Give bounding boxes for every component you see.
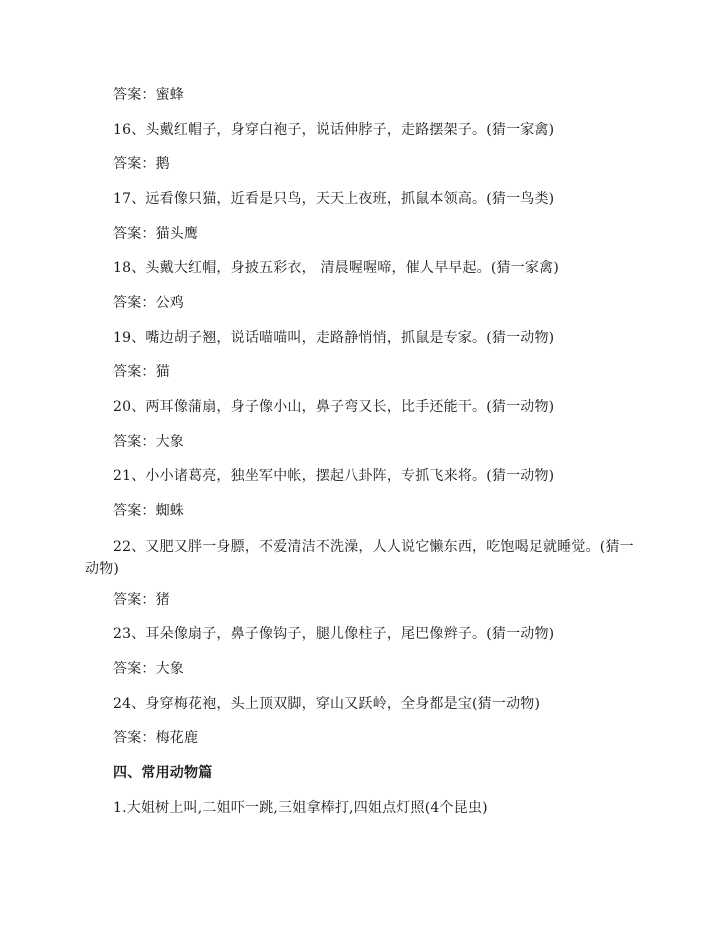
answer-line: 答案：公鸡 bbox=[113, 295, 184, 311]
answer-line: 答案：大象 bbox=[113, 434, 184, 450]
riddle-20: 20、两耳像蒲扇，身子像小山，鼻子弯又长，比手还能干。(猜一动物) bbox=[113, 399, 555, 415]
riddle-24: 24、身穿梅花袍，头上顶双脚，穿山又跃岭，全身都是宝(猜一动物) bbox=[113, 696, 541, 712]
riddle-1: 1.大姐树上叫,二姐吓一跳,三姐拿棒打,四姐点灯照(4个昆虫) bbox=[113, 800, 488, 816]
answer-line: 答案：猪 bbox=[113, 592, 170, 608]
riddle-22: 22、又肥又胖一身膘，不爱清洁不洗澡，人人说它懒东西，吃饱喝足就睡觉。(猜一动物) bbox=[85, 539, 634, 577]
riddle-18: 18、头戴大红帽，身披五彩衣， 清晨喔喔啼，催人早早起。(猜一家禽) bbox=[113, 260, 559, 276]
answer-line: 答案：鹅 bbox=[113, 156, 170, 172]
answer-line: 答案：蜜蜂 bbox=[113, 87, 184, 103]
section-heading: 四、常用动物篇 bbox=[113, 765, 213, 781]
answer-line: 答案：猫 bbox=[113, 364, 170, 380]
riddle-16: 16、头戴红帽子，身穿白袍子，说话伸脖子，走路摆架子。(猜一家禽) bbox=[113, 122, 555, 138]
riddle-19: 19、嘴边胡子翘，说话喵喵叫，走路静悄悄，抓鼠是专家。(猜一动物) bbox=[113, 330, 555, 346]
riddle-23: 23、耳朵像扇子，鼻子像钩子，腿儿像柱子，尾巴像辫子。(猜一动物) bbox=[113, 626, 555, 642]
answer-line: 答案：梅花鹿 bbox=[113, 730, 199, 746]
answer-line: 答案：蜘蛛 bbox=[113, 503, 184, 519]
riddle-17: 17、远看像只猫，近看是只鸟，天天上夜班，抓鼠本领高。(猜一鸟类) bbox=[113, 191, 555, 207]
answer-line: 答案：猫头鹰 bbox=[113, 226, 199, 242]
answer-line: 答案：大象 bbox=[113, 661, 184, 677]
riddle-21: 21、小小诸葛亮，独坐军中帐，摆起八卦阵，专抓飞来将。(猜一动物) bbox=[113, 468, 555, 484]
